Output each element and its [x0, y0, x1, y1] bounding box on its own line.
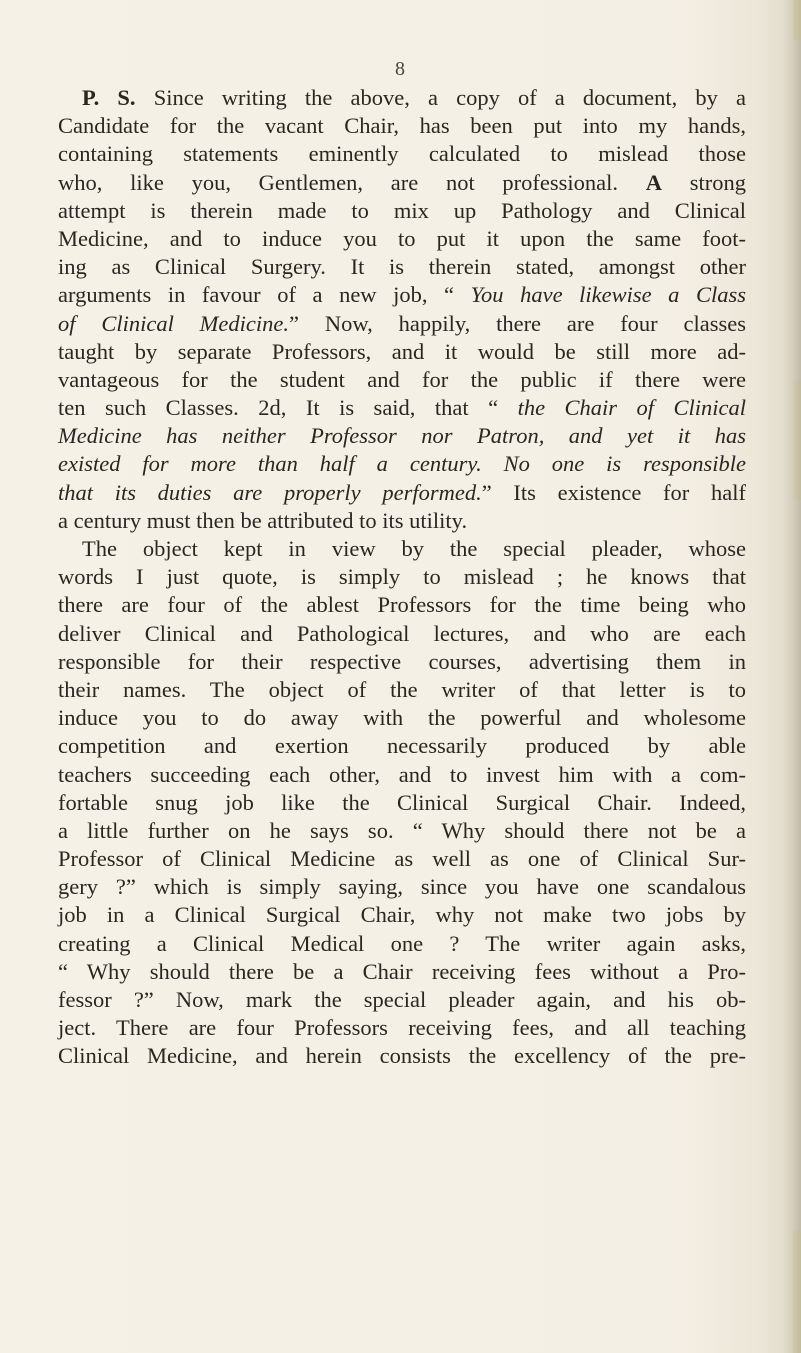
- text-line: fortable snug job like the Clinical Surgical Chair. Indeed,: [58, 789, 746, 815]
- body-text: [58, 84, 746, 1071]
- text-line: Candidate for the vacant Chair, has been put into my hands,: [58, 113, 746, 139]
- text-line: taught by separate Professors, and it would be still more ad-: [58, 338, 746, 364]
- edge-stain: [793, 0, 801, 40]
- text-line: vantageous for the student and for the public if there were: [58, 366, 746, 392]
- text-line: containing statements eminently calculated to mislead those: [58, 141, 746, 167]
- quoted-italic: that its duties are properly performed.: [58, 479, 482, 505]
- text-line: [58, 422, 746, 450]
- text-line: teachers succeeding each other, and to invest him with a com-: [58, 761, 746, 787]
- text-line: deliver Clinical and Pathological lectures, and who are each: [58, 620, 746, 646]
- edge-stain: [793, 380, 801, 500]
- text-line: creating a Clinical Medical one ? The writer again asks,: [58, 930, 746, 956]
- text-span: ” Its existence for half: [481, 479, 746, 505]
- text-line: induce you to do away with the powerful and wholesome: [58, 705, 746, 731]
- text-line: attempt is therein made to mix up Pathology and Clinical: [58, 197, 746, 223]
- text-line: words I just quote, is simply to mislead ; he knows that: [58, 564, 746, 590]
- text-span: arguments in favour of a new job, “: [58, 282, 471, 308]
- text-line: fessor ?” Now, mark the special pleader again, and his ob-: [58, 987, 746, 1012]
- quoted-italic: the Chair of Clinical: [517, 395, 746, 421]
- page-edge-shadow: [783, 0, 801, 1353]
- quoted-italic: of Clinical Medicine.: [58, 310, 290, 336]
- text-span: who, like you, Gentlemen, are not professional.: [58, 169, 646, 195]
- text-line: Medicine, and to induce you to put it upon the same foot-: [58, 225, 746, 251]
- text-line: The object kept in view by the special pleader, whose: [82, 536, 746, 561]
- text-line: “ Why should there be a Chair receiving fees without a Pro-: [58, 958, 746, 984]
- text-span: strong: [662, 169, 747, 195]
- text-line: gery ?” which is simply saying, since you have one scandalous: [58, 874, 746, 900]
- text-line: [58, 450, 746, 478]
- text-line: responsible for their respective courses, advertising them in: [58, 648, 746, 674]
- text-line: their names. The object of the writer of that letter is to: [58, 676, 746, 702]
- text-line: a little further on he says so. “ Why should there not be a: [58, 817, 746, 843]
- quoted-italic: You have likewise a Class: [470, 282, 746, 308]
- text-line: [58, 84, 746, 112]
- text-line: a century must then be attributed to its utility.: [58, 507, 468, 533]
- text-line: there are four of the ablest Professors for the time being who: [58, 592, 746, 618]
- text-line: [58, 169, 746, 197]
- text-span: ” Now, happily, there are four classes: [289, 310, 746, 336]
- text-line: [58, 394, 746, 422]
- text-span: Since writing the above, a copy of a document, by a: [153, 85, 746, 110]
- text-line: competition and exertion necessarily produced by able: [58, 733, 746, 759]
- quoted-italic: Medicine has neither Professor nor Patron, and yet it has: [58, 423, 746, 449]
- edge-stain: [793, 1230, 801, 1353]
- text-span-bold: A: [645, 169, 663, 195]
- text-line: [58, 281, 746, 309]
- text-line: ject. There are four Professors receiving fees, and all teaching: [58, 1015, 746, 1041]
- quoted-italic: existed for more than half a century. No one is responsible: [58, 451, 746, 477]
- text-line: Professor of Clinical Medicine as well as one of Clinical Sur-: [58, 846, 746, 872]
- text-line: Clinical Medicine, and herein consists the excellency of the pre-: [58, 1043, 746, 1069]
- text-line: [58, 310, 746, 338]
- text-line: ing as Clinical Surgery. It is therein stated, amongst other: [58, 254, 746, 280]
- text-line: job in a Clinical Surgical Chair, why not make two jobs by: [58, 902, 746, 928]
- page-number: 8: [395, 58, 406, 80]
- text-line: [58, 479, 746, 507]
- postscript-label: P. S.: [82, 85, 154, 110]
- text-span: ten such Classes. 2d, It is said, that “: [58, 395, 518, 421]
